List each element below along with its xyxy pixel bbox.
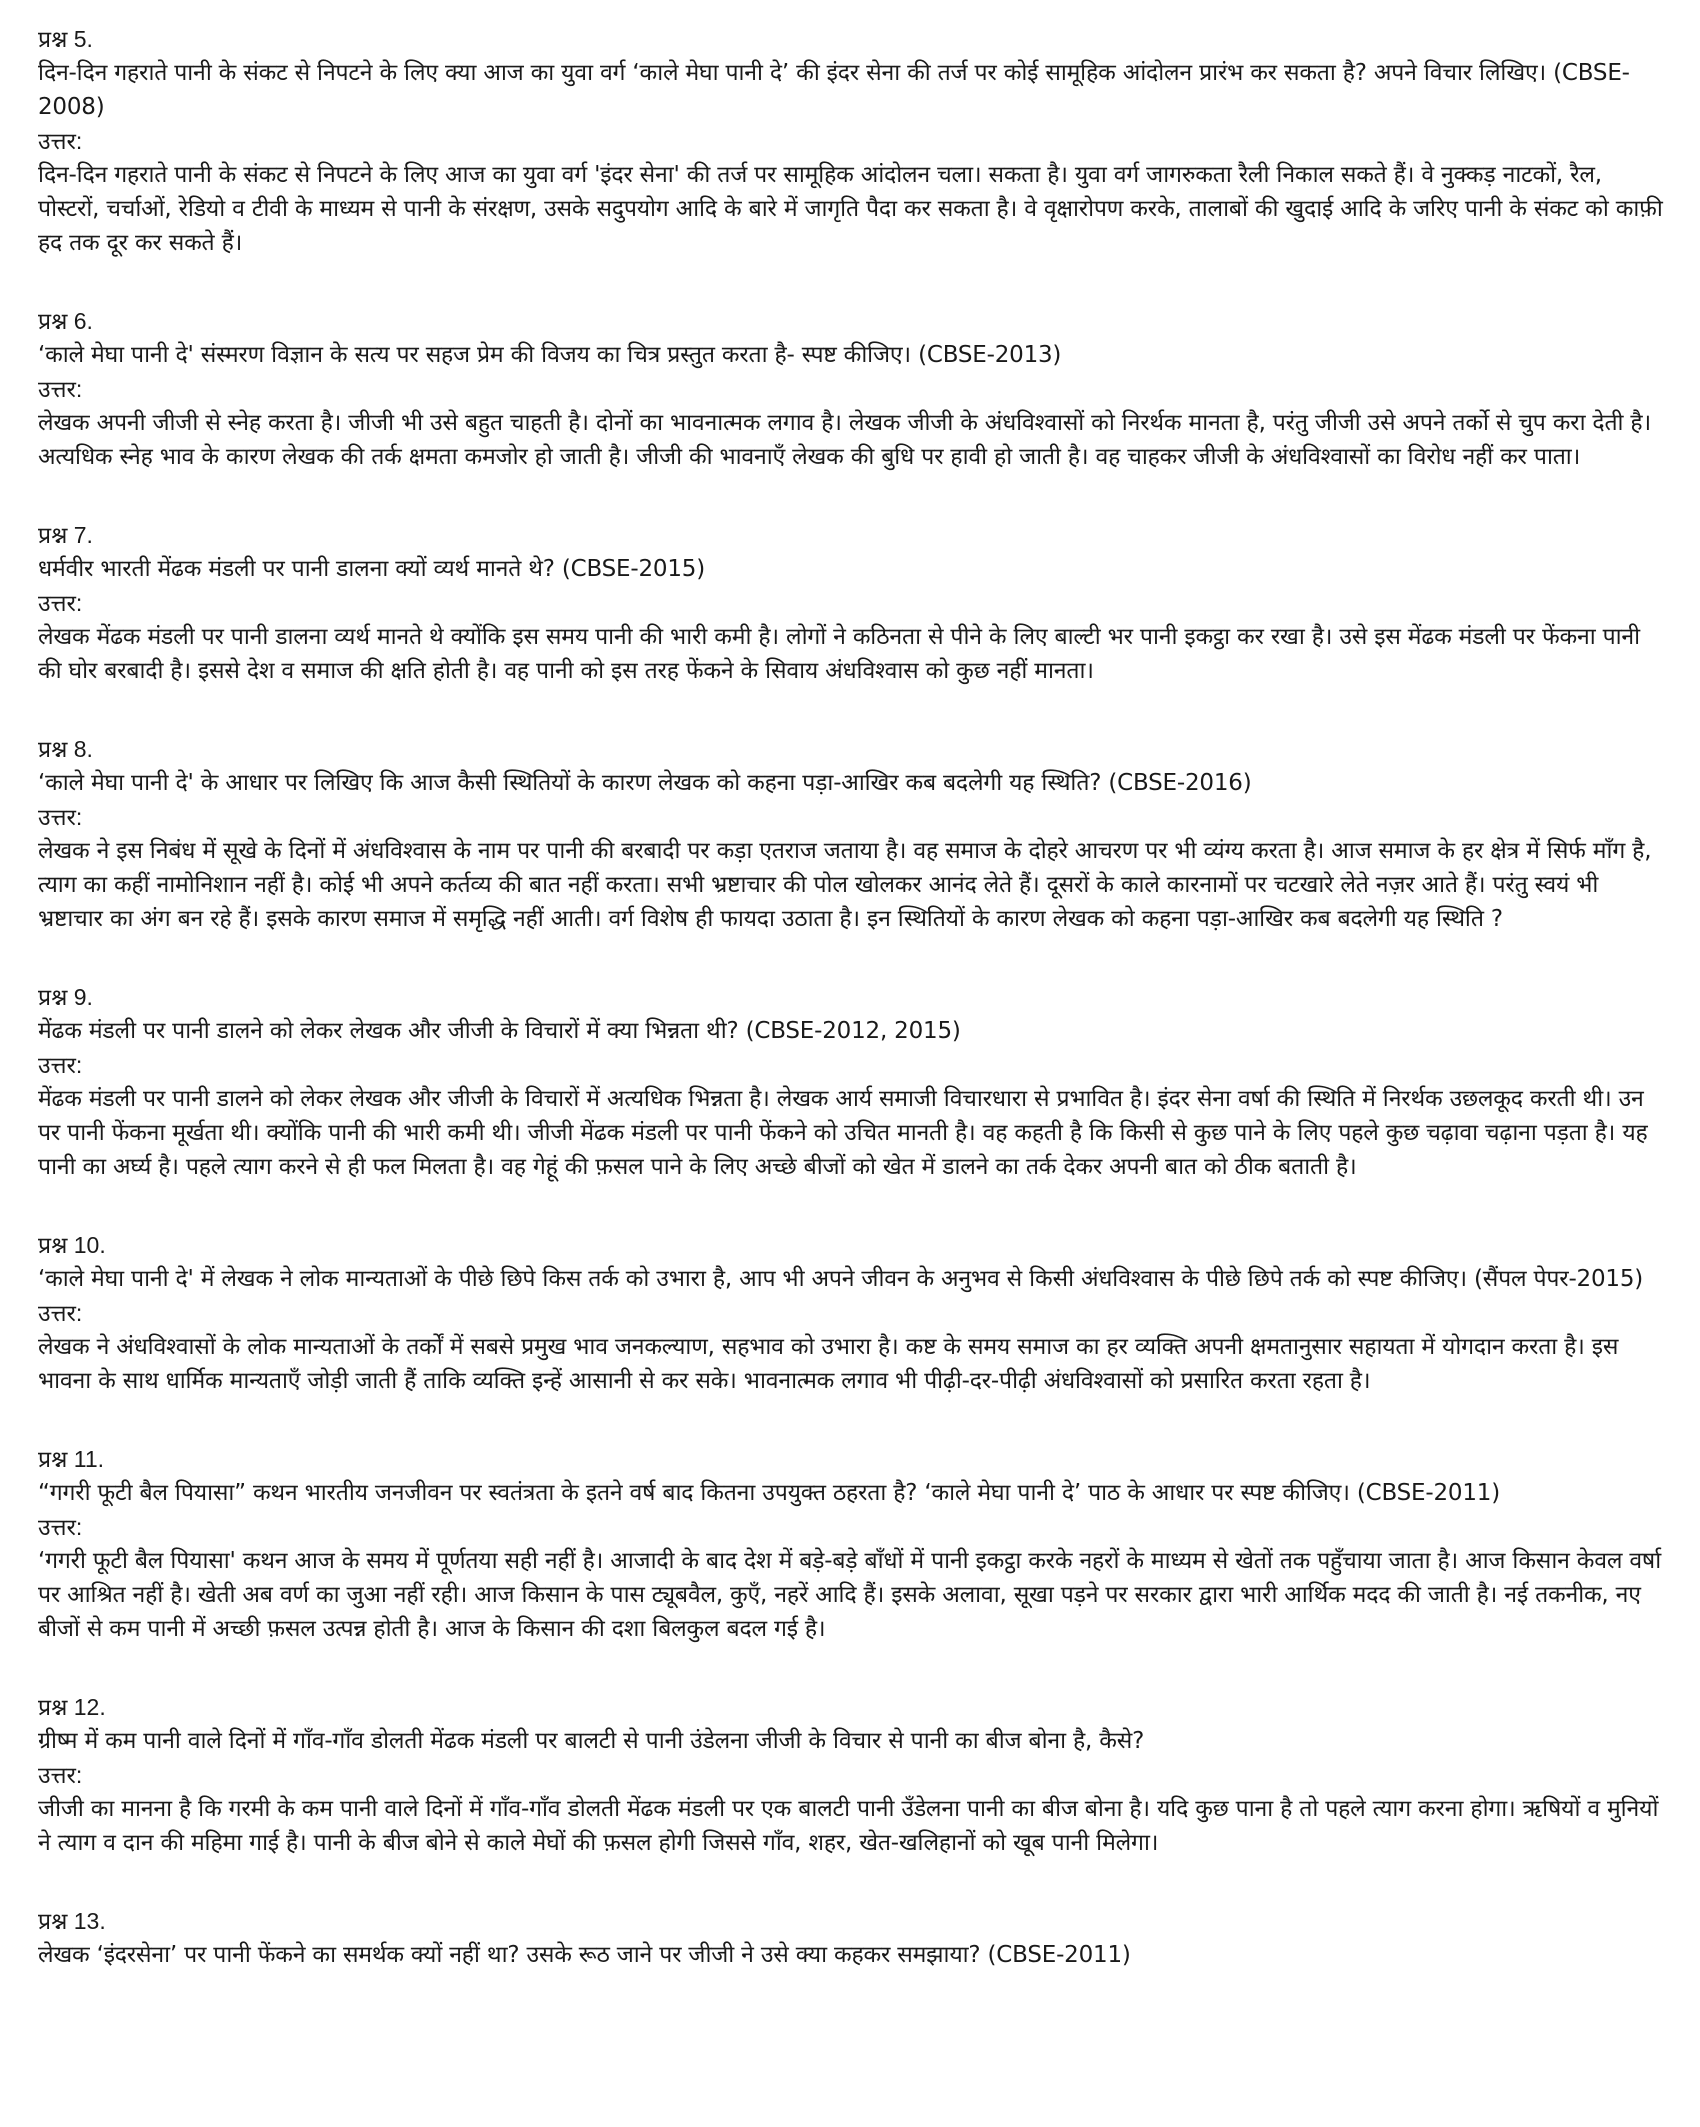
document-page — [38, 22, 1664, 2016]
question-text: ‘काले मेघा पानी दे' के आधार पर लिखिए कि आज कैसी स्थितियों के कारण लेखक को कहना पड़ा-आखिर कब बदलेगी यह स्थिति? (CBSE-2016) — [38, 770, 1252, 796]
qa-block-5 — [38, 22, 1664, 260]
question-number: प्रश्न 11. — [38, 1446, 105, 1472]
qa-block-11 — [38, 1442, 1664, 1646]
answer-label: उत्तर: — [38, 376, 83, 402]
question-number: प्रश्न 5. — [38, 26, 93, 52]
answer-text: लेखक अपनी जीजी से स्नेह करता है। जीजी भी उसे बहुत चाहती है। दोनों का भावनात्मक लगाव है। लेखक जीजी के अंधविश्वासों को निरर्थक मानता है, परंतु जीजी उसे अपने तर्को से चुप करा देती है। अत्यधिक स्नेह भाव के कारण लेखक की तर्क क्षमता कमजोर हो जाती है। जीजी की भावनाएँ लेखक की बुधि पर हावी हो जाती है। वह चाहकर जीजी के अंधविश्वासों का विरोध नहीं कर पाता। — [38, 410, 1651, 470]
answer-text: दिन-दिन गहराते पानी के संकट से निपटने के लिए आज का युवा वर्ग 'इंदर सेना' की तर्ज पर सामूहिक आंदोलन चला। सकता है। युवा वर्ग जागरुकता रैली निकाल सकते हैं। वे नुक्कड़ नाटकों, रैल, पोस्टरों, चर्चाओं, रेडियो व टीवी के माध्यम से पानी के संरक्षण, उसके सदुपयोग आदि के बारे में जागृति पैदा कर सकता है। वे वृक्षारोपण करके, तालाबों की खुदाई आदि के जरिए पानी के संकट को काफ़ी हद तक दूर कर सकते हैं। — [38, 162, 1663, 256]
question-number: प्रश्न 13. — [38, 1908, 106, 1934]
qa-block-12 — [38, 1690, 1664, 1860]
qa-block-6 — [38, 304, 1664, 474]
qa-block-7 — [38, 518, 1664, 688]
question-number: प्रश्न 9. — [38, 984, 93, 1010]
answer-text: मेंढक मंडली पर पानी डालने को लेकर लेखक और जीजी के विचारों में अत्यधिक भिन्नता है। लेखक आर्य समाजी विचारधारा से प्रभावित है। इंदर सेना वर्षा की स्थिति में निरर्थक उछलकूद करती थी। उन पर पानी फेंकना मूर्खता थी। क्योंकि पानी की भारी कमी थी। जीजी मेंढक मंडली पर पानी फेंकने को उचित मानती है। वह कहती है कि किसी से कुछ पाने के लिए पहले कुछ चढ़ावा चढ़ाना पड़ता है। यह पानी का अर्घ्य है। पहले त्याग करने से ही फल मिलता है। वह गेहूं की फ़सल पाने के लिए अच्छे बीजों को खेत में डालने का तर्क देकर अपनी बात को ठीक बताती है। — [38, 1086, 1648, 1180]
question-number: प्रश्न 12. — [38, 1694, 106, 1720]
qa-block-10 — [38, 1228, 1664, 1398]
question-number: प्रश्न 6. — [38, 308, 93, 334]
question-text: ‘काले मेघा पानी दे' में लेखक ने लोक मान्यताओं के पीछे छिपे किस तर्क को उभारा है, आप भी अपने जीवन के अनुभव से किसी अंधविश्वास के पीछे छिपे तर्क को स्पष्ट कीजिए। (सैंपल पेपर-2015) — [38, 1266, 1644, 1292]
qa-block-13 — [38, 1904, 1664, 1972]
qa-block-9 — [38, 980, 1664, 1184]
question-number: प्रश्न 10. — [38, 1232, 106, 1258]
question-text: ‘काले मेघा पानी दे' संस्मरण विज्ञान के सत्य पर सहज प्रेम की विजय का चित्र प्रस्तुत करता है- स्पष्ट कीजिए। (CBSE-2013) — [38, 342, 1062, 368]
question-text: “गगरी फूटी बैल पियासा” कथन भारतीय जनजीवन पर स्वतंत्रता के इतने वर्ष बाद कितना उपयुक्त ठहरता है? ‘काले मेघा पानी दे’ पाठ के आधार पर स्पष्ट कीजिए। (CBSE-2011) — [38, 1480, 1500, 1506]
answer-label: उत्तर: — [38, 1052, 83, 1078]
answer-label: उत्तर: — [38, 804, 83, 830]
question-text: दिन-दिन गहराते पानी के संकट से निपटने के लिए क्या आज का युवा वर्ग ‘काले मेघा पानी दे’ की इंदर सेना की तर्ज पर कोई सामूहिक आंदोलन प्रारंभ कर सकता है? अपने विचार लिखिए। (CBSE-2008) — [38, 60, 1630, 120]
answer-text: लेखक ने इस निबंध में सूखे के दिनों में अंधविश्वास के नाम पर पानी की बरबादी पर कड़ा एतराज जताया है। वह समाज के दोहरे आचरण पर भी व्यंग्य करता है। आज समाज के हर क्षेत्र में सिर्फ माँग है, त्याग का कहीं नामोनिशान नहीं है। कोई भी अपने कर्तव्य की बात नहीं करता। सभी भ्रष्टाचार की पोल खोलकर आनंद लेते हैं। दूसरों के काले कारनामों पर चटखारे लेते नज़र आते हैं। परंतु स्वयं भी भ्रष्टाचार का अंग बन रहे हैं। इसके कारण समाज में समृद्धि नहीं आती। वर्ग विशेष ही फायदा उठाता है। इन स्थितियों के कारण लेखक को कहना पड़ा-आखिर कब बदलेगी यह स्थिति ? — [38, 838, 1652, 932]
answer-label: उत्तर: — [38, 128, 83, 154]
qa-block-8 — [38, 732, 1664, 936]
answer-text: जीजी का मानना है कि गरमी के कम पानी वाले दिनों में गाँव-गाँव डोलती मेंढक मंडली पर एक बालटी पानी उँडेलना पानी का बीज बोना है। यदि कुछ पाना है तो पहले त्याग करना होगा। ऋषियों व मुनियों ने त्याग व दान की महिमा गाई है। पानी के बीज बोने से काले मेघों की फ़सल होगी जिससे गाँव, शहर, खेत-खलिहानों को खूब पानी मिलेगा। — [38, 1796, 1659, 1856]
question-text: धर्मवीर भारती मेंढक मंडली पर पानी डालना क्यों व्यर्थ मानते थे? (CBSE-2015) — [38, 556, 705, 582]
answer-label: उत्तर: — [38, 1300, 83, 1326]
answer-text: लेखक मेंढक मंडली पर पानी डालना व्यर्थ मानते थे क्योंकि इस समय पानी की भारी कमी है। लोगों ने कठिनता से पीने के लिए बाल्टी भर पानी इकट्ठा कर रखा है। उसे इस मेंढक मंडली पर फेंकना पानी की घोर बरबादी है। इससे देश व समाज की क्षति होती है। वह पानी को इस तरह फेंकने के सिवाय अंधविश्वास को कुछ नहीं मानता। — [38, 624, 1640, 684]
answer-label: उत्तर: — [38, 1514, 83, 1540]
answer-text: लेखक ने अंधविश्वासों के लोक मान्यताओं के तर्कों में सबसे प्रमुख भाव जनकल्याण, सहभाव को उभारा है। कष्ट के समय समाज का हर व्यक्ति अपनी क्षमतानुसार सहायता में योगदान करता है। इस भावना के साथ धार्मिक मान्यताएँ जोड़ी जाती हैं ताकि व्यक्ति इन्हें आसानी से कर सके। भावनात्मक लगाव भी पीढ़ी-दर-पीढ़ी अंधविश्वासों को प्रसारित करता रहता है। — [38, 1334, 1619, 1394]
answer-label: उत्तर: — [38, 1762, 83, 1788]
question-text: ग्रीष्म में कम पानी वाले दिनों में गाँव-गाँव डोलती मेंढक मंडली पर बालटी से पानी उंडेलना जीजी के विचार से पानी का बीज बोना है, कैसे? — [38, 1728, 1145, 1754]
question-number: प्रश्न 8. — [38, 736, 93, 762]
question-text: मेंढक मंडली पर पानी डालने को लेकर लेखक और जीजी के विचारों में क्या भिन्नता थी? (CBSE-2012, 2015) — [38, 1018, 961, 1044]
answer-label: उत्तर: — [38, 590, 83, 616]
question-text: लेखक ‘इंदरसेना’ पर पानी फेंकने का समर्थक क्यों नहीं था? उसके रूठ जाने पर जीजी ने उसे क्या कहकर समझाया? (CBSE-2011) — [38, 1942, 1131, 1968]
answer-text: ‘गगरी फूटी बैल पियासा' कथन आज के समय में पूर्णतया सही नहीं है। आजादी के बाद देश में बड़े-बड़े बाँधों में पानी इकट्ठा करके नहरों के माध्यम से खेतों तक पहुँचाया जाता है। आज किसान केवल वर्षा पर आश्रित नहीं है। खेती अब वर्ण का जुआ नहीं रही। आज किसान के पास ट्यूबवैल, कुएँ, नहरें आदि हैं। इसके अलावा, सूखा पड़ने पर सरकार द्वारा भारी आर्थिक मदद की जाती है। नई तकनीक, नए बीजों से कम पानी में अच्छी फ़सल उत्पन्न होती है। आज के किसान की दशा बिलकुल बदल गई है। — [38, 1548, 1661, 1642]
question-number: प्रश्न 7. — [38, 522, 93, 548]
